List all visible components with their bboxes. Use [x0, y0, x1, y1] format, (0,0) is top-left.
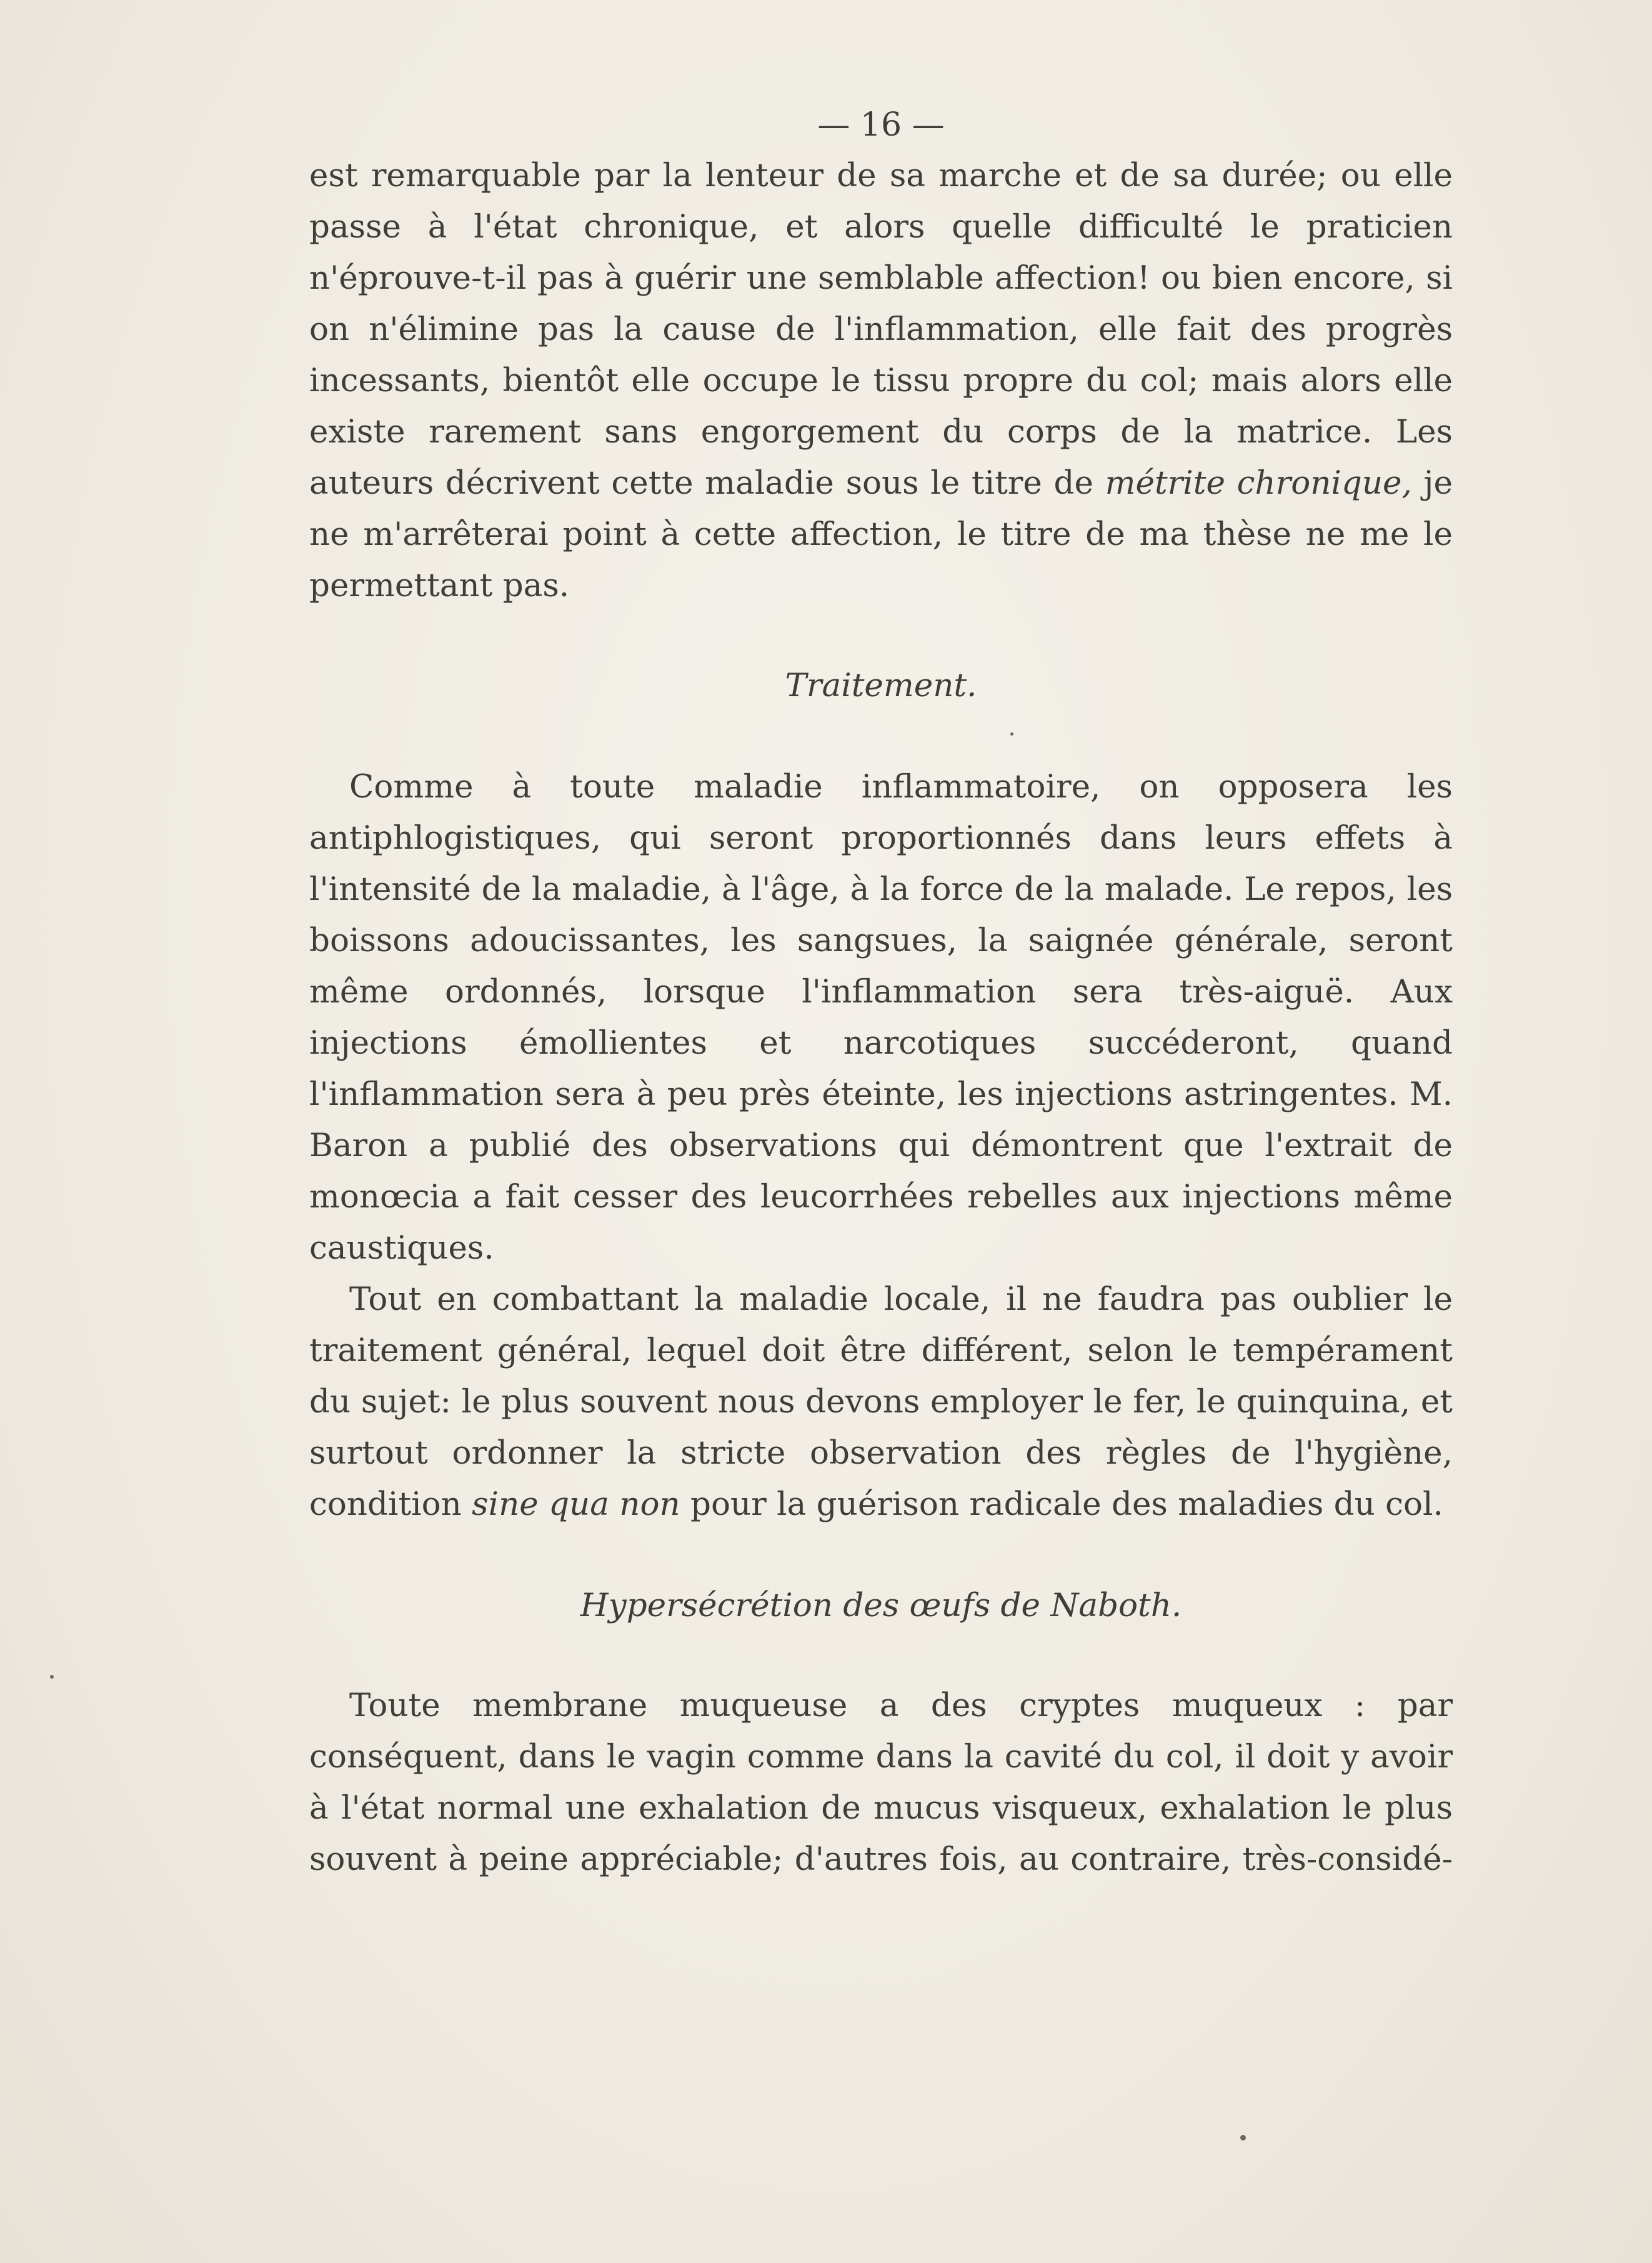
- paragraph-hypersecretion: Toute membrane muqueuse a des cryptes muqueux : par conséquent, dans le vagin comme dans la cavité du col, il doit y avoir à l'état normal une exhalation de mucus visqueux, exhalation le plus souvent à peine appréciable; d'autres fois, au contraire, très-considé-: [309, 1687, 1453, 1878]
- paper-speck: [1010, 732, 1013, 736]
- paper-speck: [50, 1675, 54, 1679]
- paragraph-traitement-2: [309, 1274, 1453, 1530]
- paper-speck: [1240, 2135, 1246, 2141]
- paragraph-metrite-italic: métrite chronique,: [1105, 464, 1412, 502]
- paragraph-metrite: [309, 150, 1453, 611]
- paragraph-metrite-text-2: je ne m'arrêterai point à cette affection, le titre de ma thèse ne me le permettant pas.: [309, 464, 1453, 604]
- heading-hypersecretion: Hypersécrétion des œufs de Naboth.: [580, 1587, 1182, 1624]
- paragraph-traitement-2-italic: sine qua non: [472, 1486, 680, 1523]
- paragraph-traitement-2-text-2: pour la guérison radicale des maladies du col.: [680, 1486, 1443, 1523]
- paragraph-metrite-text-1: est remarquable par la lenteur de sa marche et de sa durée; ou elle passe à l'état chronique, et alors quelle difficulté le praticien n'éprouve-t-il pas à guérir une semblable affection! ou bien encore, si on n'élimine pas la cause de l'inflammation, elle fait des progrès incessants, bientôt elle occupe le tissu propre du col; mais alors elle existe rarement sans engorgement du corps de la matrice. Les auteurs décrivent cette maladie sous le titre de: [309, 157, 1453, 502]
- page-number: — 16 —: [817, 106, 945, 144]
- paragraph-traitement-1: Comme à toute maladie inflammatoire, on opposera les antiphlogistiques, qui seront proportionnés dans leurs effets à l'intensité de la maladie, à l'âge, à la force de la malade. Le repos, les boissons adoucissantes, les sangsues, la saignée générale, seront même ordonnés, lorsque l'inflammation sera très-aiguë. Aux injections émollientes et narcotiques succéderont, quand l'inflammation sera à peu près éteinte, les injections astringentes. M. Baron a publié des observations qui démontrent que l'extrait de monœcia a fait cesser des leucorrhées rebelles aux injections même caustiques.: [309, 768, 1453, 1267]
- paragraph-traitement-2-text-1: Tout en combattant la maladie locale, il ne faudra pas oublier le traitement général, lequel doit être différent, selon le tempérament du sujet: le plus souvent nous devons employer le fer, le quinquina, et surtout ordonner la stricte observation des règles de l'hygiène, condition: [309, 1281, 1453, 1523]
- text-block: [309, 101, 1453, 1885]
- heading-traitement: Traitement.: [785, 667, 977, 704]
